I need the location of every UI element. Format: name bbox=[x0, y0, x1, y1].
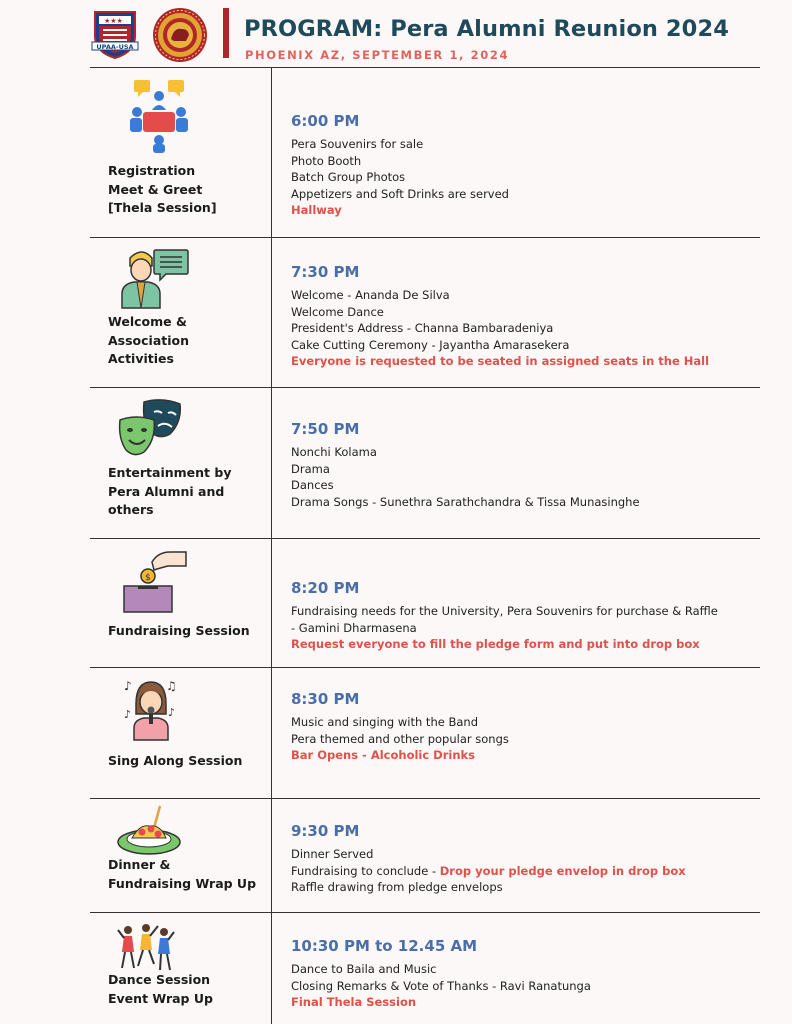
session-label: Entertainment by Pera Alumni and others bbox=[108, 465, 232, 517]
speaker-icon bbox=[120, 244, 190, 310]
session-details: 6:00 PM Pera Souvenirs for sale Photo Booth Batch Group Photos Appetizers and Soft Drinks are served Hallway bbox=[291, 111, 761, 219]
session-label: Dinner & Fundraising Wrap Up bbox=[108, 857, 257, 891]
svg-text:★★★: ★★★ bbox=[104, 17, 123, 25]
session-note: Everyone is requested to be seated in assigned seats in the Hall bbox=[291, 354, 710, 369]
svg-text:♪: ♪ bbox=[124, 679, 132, 693]
page-subtitle: PHOENIX AZ, SEPTEMBER 1, 2024 bbox=[245, 48, 510, 62]
divider bbox=[90, 798, 760, 799]
session-label: Dance Session Event Wrap Up bbox=[108, 972, 213, 1006]
theater-masks-icon bbox=[118, 398, 184, 460]
session-time: 7:30 PM bbox=[291, 263, 360, 281]
session-details: 10:30 PM to 12.45 AM Dance to Baila and Music Closing Remarks & Vote of Thanks - Ravi Ranatunga Final Thela Session bbox=[291, 936, 761, 1011]
svg-text:♪: ♪ bbox=[168, 706, 176, 719]
session-time: 6:00 PM bbox=[291, 112, 360, 130]
divider bbox=[90, 538, 760, 539]
divider bbox=[90, 67, 760, 68]
session-label: Fundraising Session bbox=[108, 623, 250, 638]
session-time: 7:50 PM bbox=[291, 420, 360, 438]
meeting-icon bbox=[128, 78, 190, 154]
divider bbox=[90, 912, 760, 913]
title-accent-bar bbox=[223, 8, 229, 58]
donation-box-icon bbox=[122, 548, 188, 614]
session-note: Final Thela Session bbox=[291, 995, 417, 1010]
session-label: Registration Meet & Greet [Thela Session] bbox=[108, 163, 217, 215]
divider bbox=[90, 387, 760, 388]
dinner-plate-icon bbox=[116, 804, 182, 856]
svg-text:♫: ♫ bbox=[166, 679, 177, 693]
session-details: 7:50 PM Nonchi Kolama Drama Dances Drama Songs - Sunethra Sarathchandra & Tissa Munasinghe bbox=[291, 419, 761, 510]
column-divider bbox=[271, 68, 272, 1024]
upaa-usa-logo bbox=[90, 8, 140, 60]
svg-text:$: $ bbox=[145, 573, 151, 583]
svg-text:♪: ♪ bbox=[124, 708, 132, 721]
divider bbox=[90, 667, 760, 668]
university-seal-icon bbox=[152, 7, 208, 63]
svg-text:UPAA-USA: UPAA-USA bbox=[96, 43, 134, 51]
session-note: Drop your pledge envelop in drop box bbox=[439, 863, 686, 878]
session-time: 10:30 PM to 12.45 AM bbox=[291, 937, 478, 955]
session-note: Request everyone to fill the pledge form and put into drop box bbox=[291, 637, 700, 652]
session-time: 9:30 PM bbox=[291, 822, 360, 840]
session-details: 9:30 PM Dinner Served Fundraising to conclude - Drop your pledge envelop in drop box Raffle drawing from pledge envelops bbox=[291, 821, 761, 896]
session-details: 8:30 PM Music and singing with the Band Pera themed and other popular songs Bar Opens - Alcoholic Drinks bbox=[291, 689, 761, 764]
dancers-icon bbox=[116, 922, 176, 972]
session-note: Bar Opens - Alcoholic Drinks bbox=[291, 748, 476, 763]
singer-icon bbox=[122, 676, 180, 742]
session-details: 7:30 PM Welcome - Ananda De Silva Welcome Dance President's Address - Channa Bambaradeniya Cake Cutting Ceremony - Jayantha Amarasekera Everyone is requested to be seated in assigned seats in the Hall bbox=[291, 262, 761, 370]
session-label: Sing Along Session bbox=[108, 753, 243, 768]
session-time: 8:20 PM bbox=[291, 579, 360, 597]
page-title: PROGRAM: Pera Alumni Reunion 2024 bbox=[244, 16, 729, 42]
session-time: 8:30 PM bbox=[291, 690, 360, 708]
header bbox=[0, 0, 792, 66]
session-note: Hallway bbox=[291, 203, 342, 218]
session-details: 8:20 PM Fundraising needs for the University, Pera Souvenirs for purchase & Raffle - Gamini Dharmasena Request everyone to fill the pledge form and put into drop box bbox=[291, 578, 761, 653]
divider bbox=[90, 237, 760, 238]
session-label: Welcome & Association Activities bbox=[108, 314, 190, 366]
